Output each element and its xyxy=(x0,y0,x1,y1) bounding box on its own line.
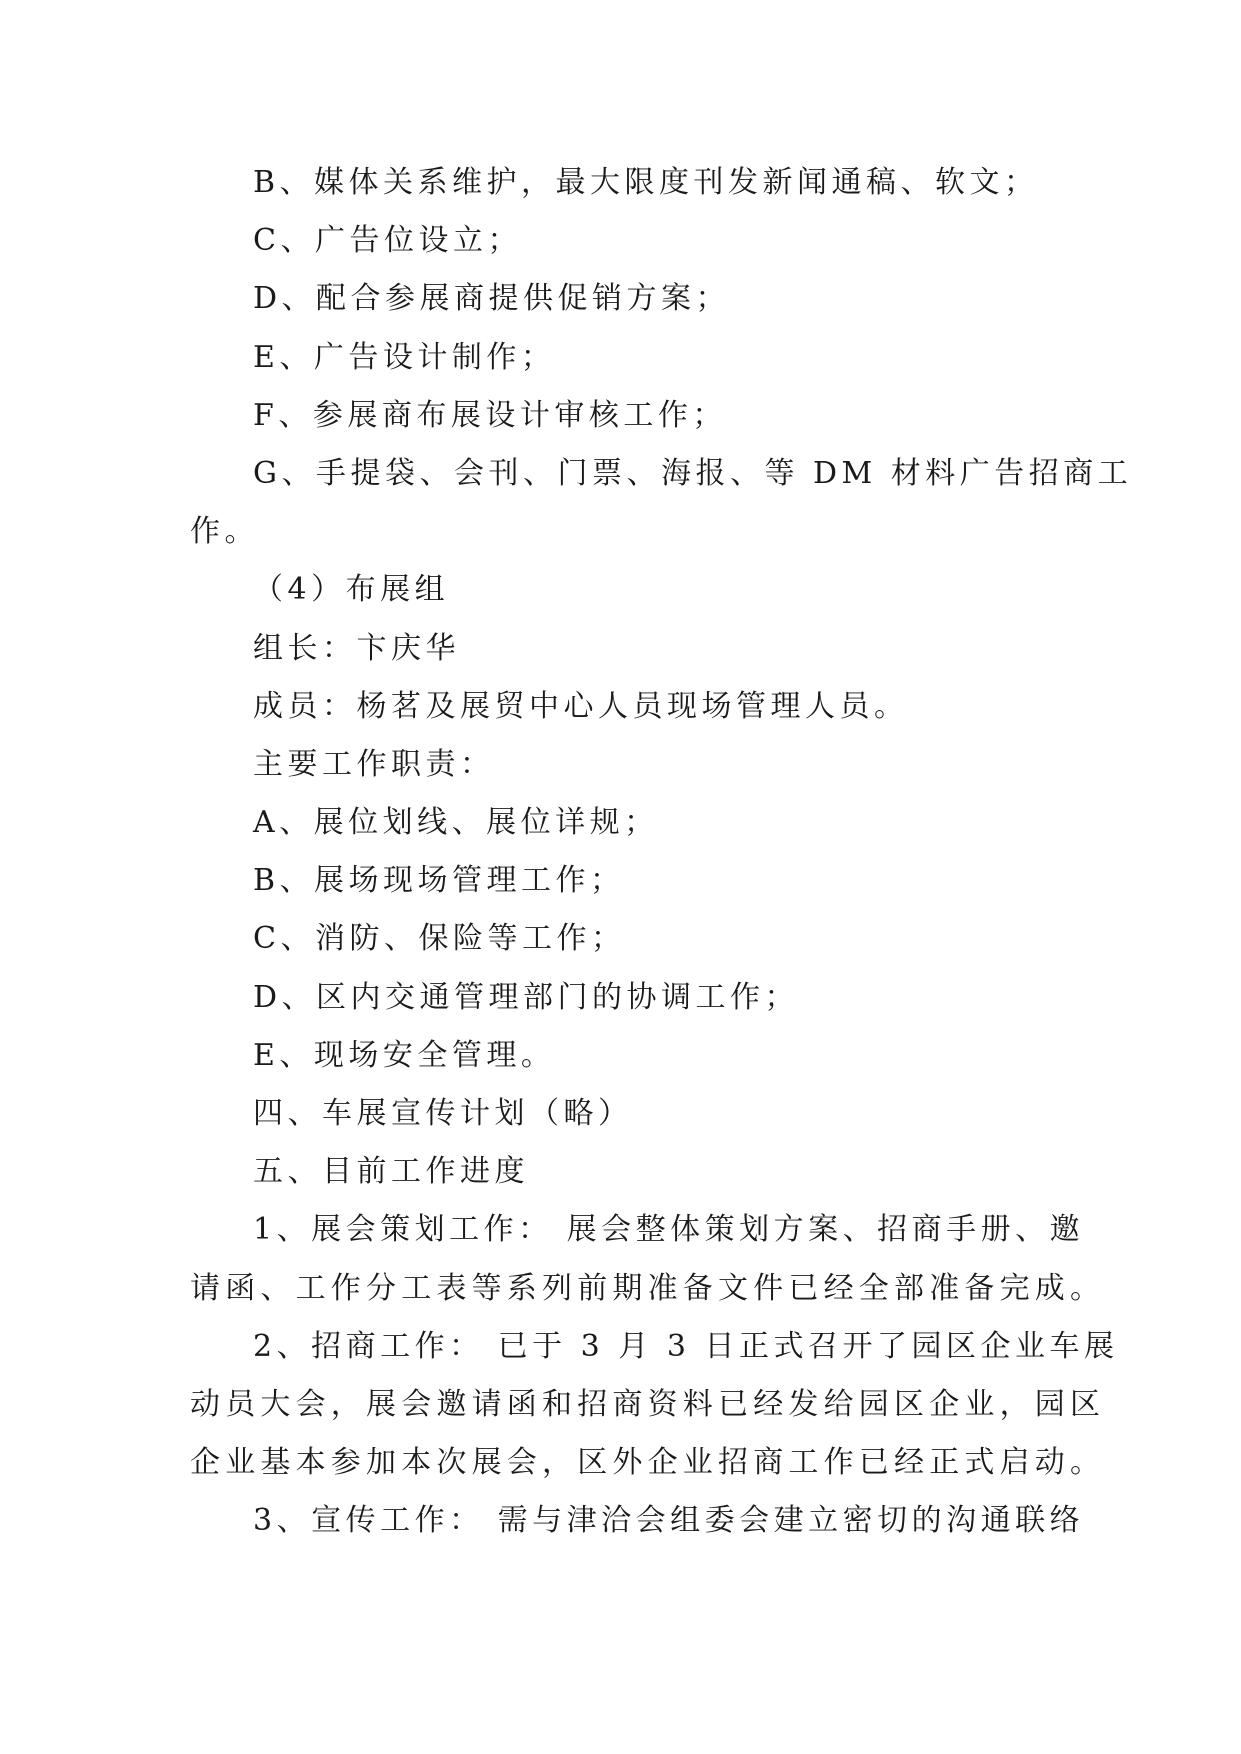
setup-item-c: C、消防、保险等工作； xyxy=(253,921,626,957)
duty-item-c-ad-space: C、广告位设立； xyxy=(253,223,522,259)
group-members: 成员：杨茗及展贸中心人员现场管理人员。 xyxy=(253,688,909,724)
duties-heading: 主要工作职责： xyxy=(253,746,495,782)
section-heading-setup-group: （4）布展组 xyxy=(253,572,450,608)
setup-item-a: A、展位划线、展位详规； xyxy=(253,805,659,841)
group-leader: 组长：卞庆华 xyxy=(253,630,460,666)
setup-item-e: E、现场安全管理。 xyxy=(253,1037,556,1073)
duty-item-g-dm-materials: G、手提袋、会刊、门票、海报、等 DM 材料广告招商工 xyxy=(253,455,1133,491)
setup-item-b: B、展场现场管理工作； xyxy=(253,863,625,899)
section-heading-progress: 五、目前工作进度 xyxy=(253,1154,529,1190)
progress-item-3: 3、宣传工作： 需与津洽会组委会建立密切的沟通联络 xyxy=(253,1503,1085,1539)
progress-item-2-continuation-1: 动员大会，展会邀请函和招商资料已经发给园区企业，园区 xyxy=(190,1386,1106,1422)
section-heading-publicity-plan: 四、车展宣传计划（略） xyxy=(253,1096,633,1131)
progress-item-1-continuation: 请函、工作分工表等系列前期准备文件已经全部准备完成。 xyxy=(190,1270,1106,1306)
duty-item-f-review: F、参展商布展设计审核工作； xyxy=(253,397,727,433)
document-body xyxy=(190,154,1133,1551)
duty-item-g-continuation: 作。 xyxy=(190,514,259,550)
setup-item-d: D、区内交通管理部门的协调工作； xyxy=(253,979,800,1015)
progress-item-2-continuation-2: 企业基本参加本次展会，区外企业招商工作已经正式启动。 xyxy=(190,1445,1106,1481)
duty-item-d-promotion: D、配合参展商提供促销方案； xyxy=(253,281,731,317)
progress-item-2: 2、招商工作： 已于 3 月 3 日正式召开了园区企业车展 xyxy=(253,1328,1119,1364)
duty-item-b-media: B、媒体关系维护，最大限度刊发新闻通稿、软文； xyxy=(253,165,1039,200)
duty-item-e-ad-design: E、广告设计制作； xyxy=(253,339,556,375)
progress-item-1: 1、展会策划工作： 展会整体策划方案、招商手册、邀 xyxy=(253,1212,1085,1248)
